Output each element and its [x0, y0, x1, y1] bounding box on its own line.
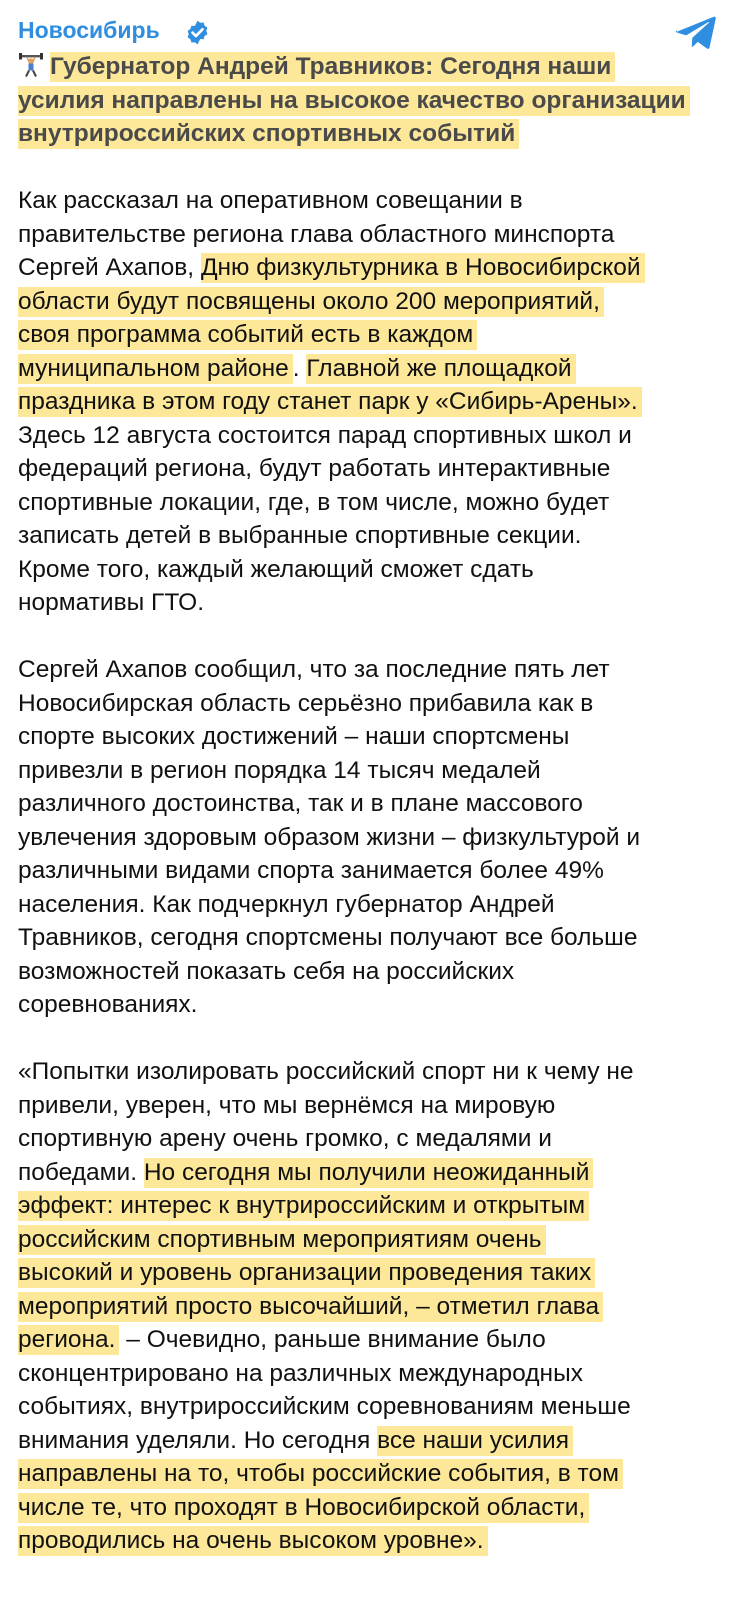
body-line	[18, 1491, 708, 1525]
post-title-text: внутрироссийских спортивных событий	[18, 119, 519, 149]
post-title-line	[18, 117, 708, 151]
highlighted-text: Дню физкультурника в Новосибирской	[201, 253, 645, 283]
body-line: Кроме того, каждый желающий сможет сдать	[18, 555, 534, 583]
highlighted-text: Но сегодня мы получили неожиданный	[144, 1158, 594, 1188]
body-line: привезли в регион порядка 14 тысяч медалей	[18, 756, 541, 784]
body-line	[18, 1457, 708, 1491]
body-line	[18, 1323, 708, 1357]
highlighted-text: числе те, что проходят в Новосибирской области,	[18, 1493, 589, 1523]
post-title-line	[18, 50, 708, 84]
post-header	[18, 12, 715, 52]
body-line	[18, 318, 708, 352]
body-line: событиях, внутрироссийским соревнованиям меньше	[18, 1393, 631, 1420]
post-title-text: усилия направлены на высокое качество организации	[18, 86, 690, 116]
highlighted-text: области будут посвящены около 200 мероприятий,	[18, 287, 604, 317]
body-line	[18, 251, 708, 285]
highlighted-text: Главной же площадкой	[306, 354, 575, 384]
highlighted-text: направлены на то, чтобы российские события, в том	[18, 1459, 623, 1489]
body-line	[18, 1223, 708, 1257]
body-line	[18, 1524, 708, 1558]
body-line: Сергей Ахапов сообщил, что за последние пять лет	[18, 656, 610, 683]
body-text: – Очевидно, раньше внимание было	[119, 1326, 546, 1353]
body-line: населения. Как подчеркнул губернатор Андрей	[18, 890, 555, 918]
body-line	[18, 1156, 708, 1190]
telegram-icon[interactable]	[675, 14, 717, 52]
highlighted-text: муниципальном районе	[18, 354, 293, 384]
channel-name[interactable]: Новосибирь	[18, 17, 160, 43]
body-line: привели, уверен, что мы вернёмся на мировую	[18, 1091, 556, 1119]
body-text: внимания уделяли. Но сегодня	[18, 1426, 378, 1454]
highlighted-text: мероприятий просто высочайший, – отметил глава	[18, 1292, 603, 1322]
paragraph-gap	[18, 1022, 708, 1056]
body-line: федераций региона, будут работать интерактивные	[18, 455, 611, 482]
highlighted-text: высокий и уровень организации проведения таких	[18, 1258, 595, 1288]
body-text: Сергей Ахапов,	[18, 254, 201, 281]
body-line	[18, 1256, 708, 1290]
body-line: Новосибирская область серьёзно прибавила как в	[18, 689, 594, 717]
post-body	[18, 50, 708, 1558]
body-line: увлечения здоровым образом жизни – физкультурой и	[18, 823, 641, 851]
body-line: соревнованиях.	[18, 991, 198, 1018]
body-line	[18, 352, 708, 386]
body-text: .	[292, 354, 307, 382]
highlighted-text: все наши усилия	[377, 1426, 573, 1456]
highlighted-text: эффект: интерес к внутрироссийским и открытым	[18, 1191, 589, 1221]
post-title-text: Губернатор Андрей Травников: Сегодня наши	[50, 52, 615, 82]
body-line	[18, 285, 708, 319]
body-line: Здесь 12 августа состоится парад спортивных школ и	[18, 421, 632, 449]
body-line: возможностей показать себя на российских	[18, 957, 515, 985]
body-line: «Попытки изолировать российский спорт ни к чему не	[18, 1058, 634, 1085]
highlighted-text: региона.	[18, 1325, 119, 1355]
highlighted-text: праздника в этом году станет парк у «Сибирь-Арены».	[18, 387, 642, 417]
body-line: Травников, сегодня спортсмены получают все больше	[18, 924, 638, 951]
body-line	[18, 1290, 708, 1324]
body-line: правительстве региона глава областного минспорта	[18, 220, 615, 248]
body-line: спортивные локации, где, в том числе, можно будет	[18, 488, 610, 516]
body-line: спорте высоких достижений – наши спортсмены	[18, 723, 570, 750]
body-line	[18, 1424, 708, 1458]
body-line: спортивную арену очень громко, с медалями и	[18, 1125, 552, 1152]
body-line: нормативы ГТО.	[18, 589, 205, 616]
body-line: различного достоинства, так и в плане массового	[18, 790, 583, 817]
highlighted-text: проводились на очень высоком уровне».	[18, 1526, 488, 1556]
verified-badge-icon	[184, 19, 211, 46]
body-text: победами.	[18, 1158, 144, 1186]
weightlifter-icon	[18, 50, 50, 84]
paragraph-gap	[18, 620, 708, 654]
body-line: записать детей в выбранные спортивные секции.	[18, 522, 582, 549]
post-title-line	[18, 84, 708, 118]
body-line	[18, 385, 708, 419]
body-line: Как рассказал на оперативном совещании в	[18, 187, 523, 214]
body-line: различными видами спорта занимается более 49%	[18, 857, 604, 884]
body-line	[18, 1189, 708, 1223]
highlighted-text: российским спортивным мероприятиям очень	[18, 1225, 546, 1255]
highlighted-text: своя программа событий есть в каждом	[18, 320, 477, 350]
body-line: сконцентрировано на различных международных	[18, 1359, 583, 1387]
paragraph-gap	[18, 151, 708, 185]
